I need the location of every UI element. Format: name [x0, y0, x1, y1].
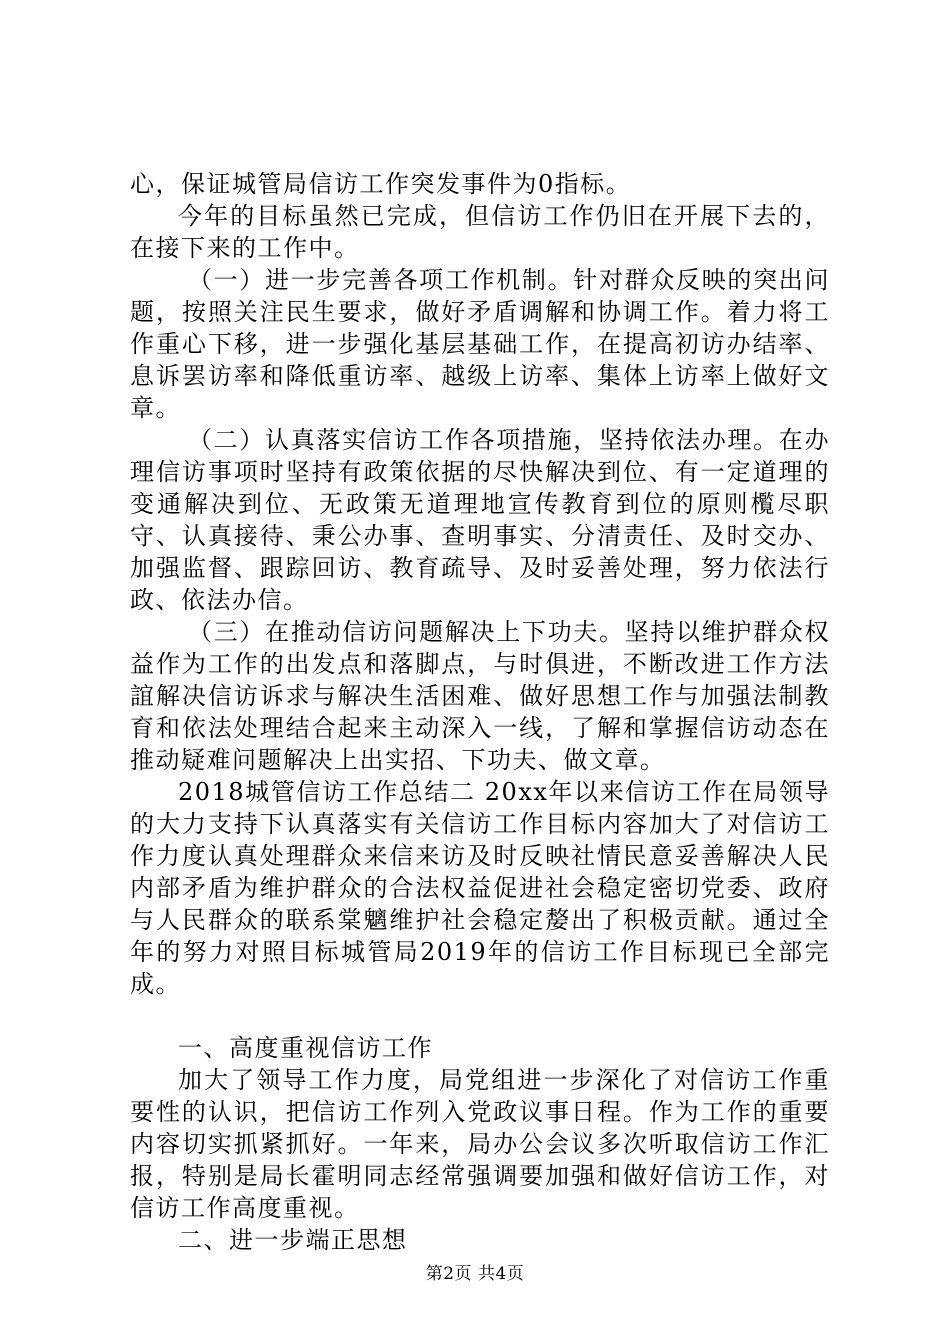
paragraph-item-two: （二）认真落实信访工作各项措施，坚持依法办理。在办理信访事项时坚持有政策依据的尽快解决到位、有一定道理的变通解决到位、无政策无道理地宣传教育到位的原则㰖尽职守、认真接待、秉公办事、查明事实、分清责任、及时交办、加强监督、跟踪回访、教育疏导、及时妥善处理，努力依法行政、依法办信。 — [130, 426, 830, 614]
paragraph-gap — [130, 1000, 830, 1032]
paragraph-item-three: （三）在推动信访问题解决上下功夫。坚持以维护群众权益作为工作的出发点和落脚点，与时俱进，不断改进工作方法誼解决信访诉求与解决生活困难、做好思想工作与加强法制教育和依法处理结合起来主动深入一线，了解和掌握信访动态在推动疑难问题解决上出实招、下功夫、做文章。 — [130, 618, 830, 774]
paragraph-section-one-body: 加大了领导工作力度，局党组进一步深化了对信访工作重要性的认识，把信访工作列入党政议事日程。作为工作的重要内容切实抓紧抓好。一年来，局办公会议多次听取信访工作汇报，特别是局长霍明同志经常强调要加强和做好信访工作，对信访工作高度重视。 — [130, 1066, 830, 1222]
paragraph-item-one: （一）进一步完善各项工作机制。针对群众反映的突出问题，按照关注民生要求，做好矛盾调解和协调工作。着力将工作重心下移，进一步强化基层基础工作，在提高初访办结率、息诉罢访率和降低重访率、越级上访率、集体上访率上做好文章。 — [130, 266, 830, 422]
section-heading-two: 二、进一步端正思想 — [178, 1226, 408, 1254]
document-body — [130, 168, 830, 1256]
page-number-footer: 第2页 共4页 — [425, 1264, 525, 1284]
section-heading-one: 一、高度重视信访工作 — [178, 1034, 433, 1062]
paragraph-goal-summary: 今年的目标虽然已完成，但信访工作仍旧在开展下去的，在接下来的工作中。 — [130, 202, 830, 262]
paragraph-summary-two: 2018城管信访工作总结二 20xx年以来信访工作在局领导的大力支持下认真落实有关信访工作目标内容加大了对信访工作力度认真处理群众来信来访及时反映社情民意妥善解决人民内部矛盾为维护群众的合法权益促进社会稳定密切党委、政府与人民群众的联系棠魑维护社会稳定嫠出了积极贡献。通过全年的努力对照目标城管局2019年的信访工作目标现已全部完成。 — [130, 778, 830, 998]
paragraph-continuation: 心，保证城管局信访工作突发事件为0指标。 — [130, 170, 632, 198]
